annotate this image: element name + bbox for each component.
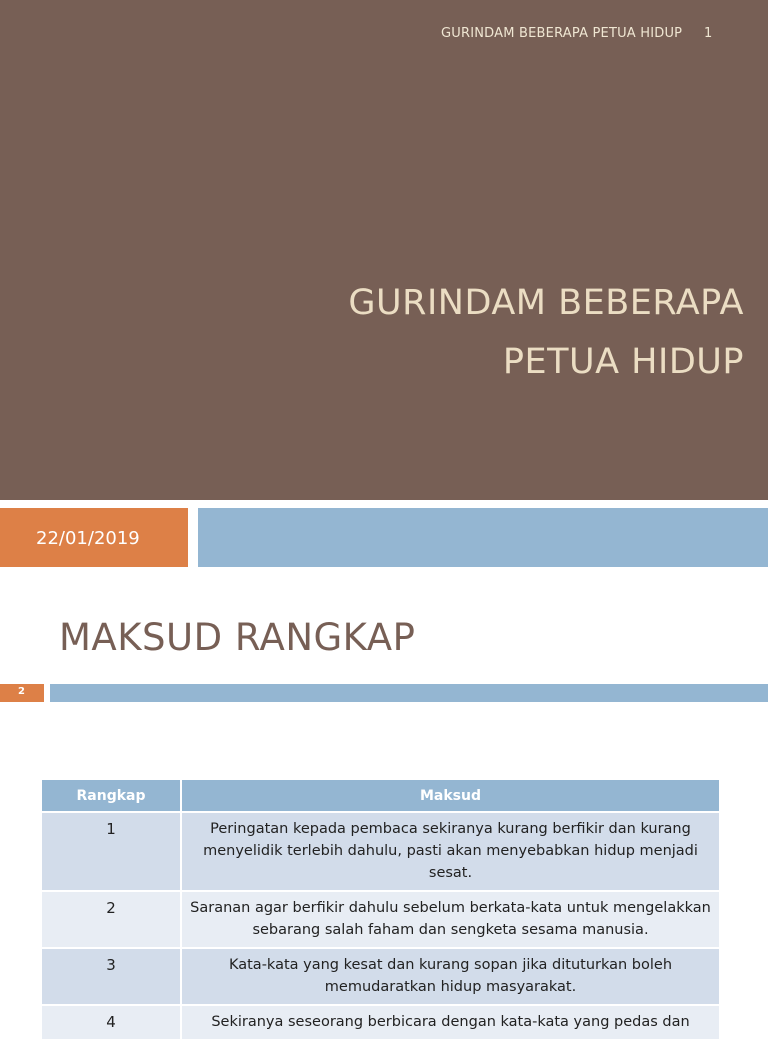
accent-bar [198,508,768,567]
title-line-2: PETUA HIDUP [502,342,744,382]
slide-page-number: 1 [704,26,713,41]
table-row [42,1005,720,1039]
meaning-table [42,780,721,1039]
table-row [42,812,720,891]
cell-maksud: Sekiranya seseorang berbicara dengan kata-kata yang pedas dan [181,1005,720,1039]
column-header-rangkap: Rangkap [42,780,181,812]
section-accent-bar [50,684,768,702]
slide-divider [0,500,768,508]
cell-rangkap: 1 [42,812,181,891]
section-title: MAKSUD RANGKAP [59,616,416,659]
column-header-maksud: Maksud [181,780,720,812]
slide-main-title [224,274,744,392]
table-row [42,891,720,948]
slide-date: 22/01/2019 [36,528,140,549]
cell-rangkap: 4 [42,1005,181,1039]
cell-maksud: Saranan agar berfikir dahulu sebelum berkata-kata untuk mengelakkan sebarang salah faham dan sengketa sesama manusia. [181,891,720,948]
title-line-1: GURINDAM BEBERAPA [348,283,744,323]
cell-rangkap: 3 [42,948,181,1005]
table-header-row [42,780,720,812]
title-slide-background [0,0,768,500]
cell-maksud: Peringatan kepada pembaca sekiranya kurang berfikir dan kurang menyelidik terlebih dahulu, pasti akan menyebabkan hidup menjadi sesat. [181,812,720,891]
slide-header-title: GURINDAM BEBERAPA PETUA HIDUP [441,26,683,41]
cell-maksud: Kata-kata yang kesat dan kurang sopan jika dituturkan boleh memudaratkan hidup masyarakat. [181,948,720,1005]
cell-rangkap: 2 [42,891,181,948]
page-number-2: 2 [18,686,25,697]
table-row [42,948,720,1005]
